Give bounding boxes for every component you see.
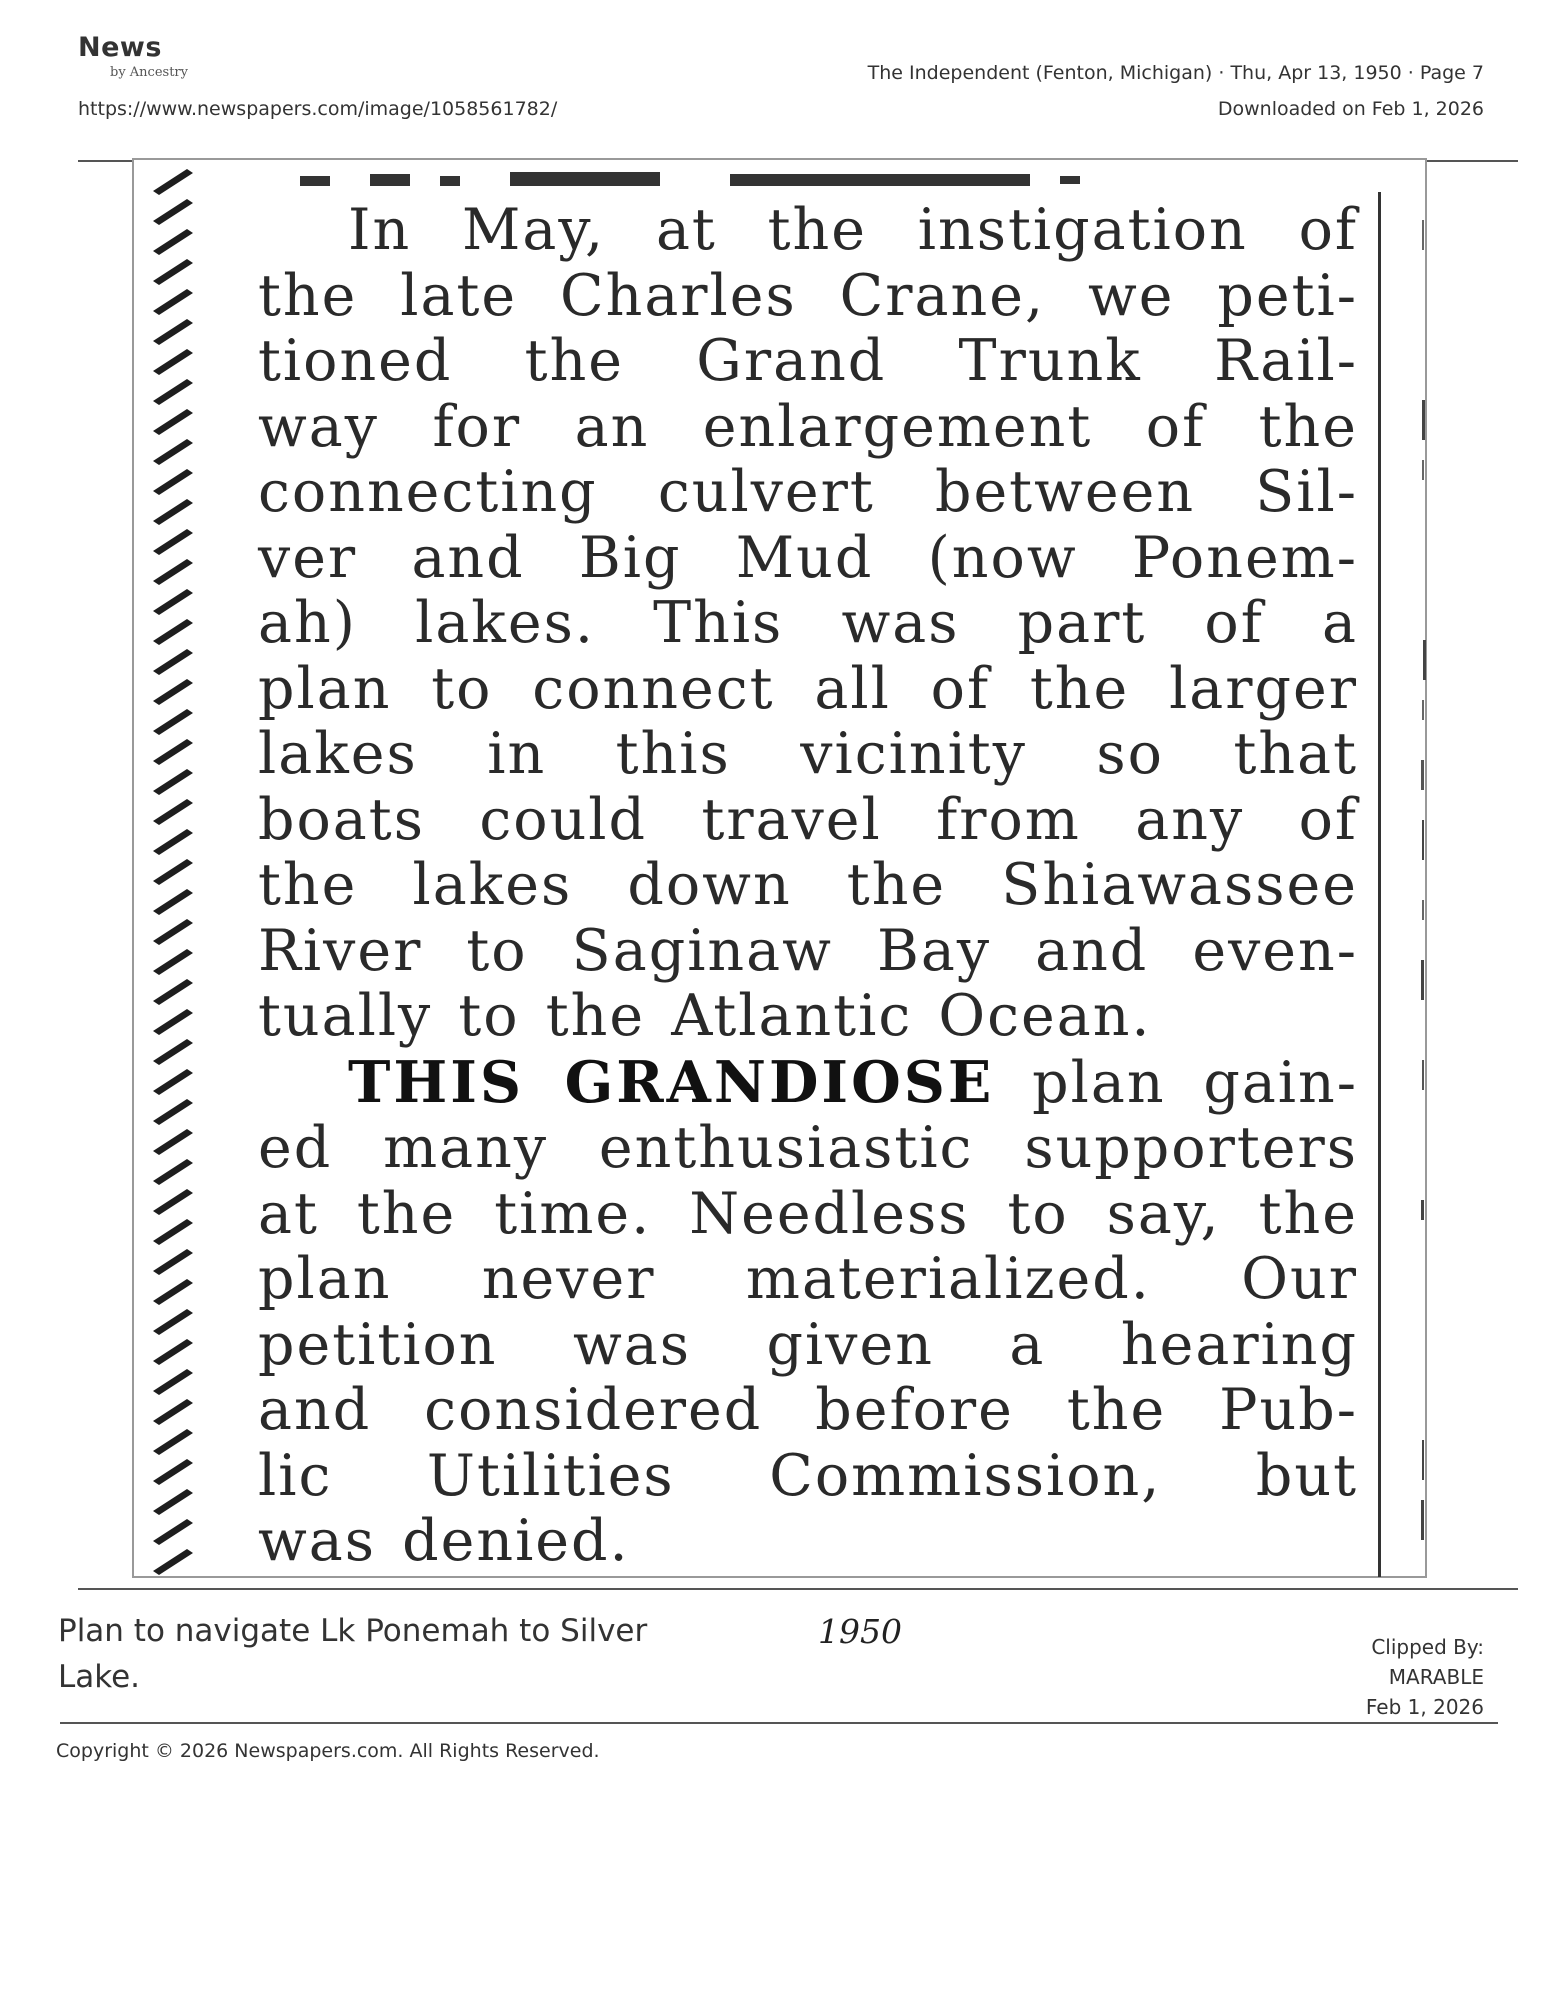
handwritten-year: 1950 <box>818 1612 902 1651</box>
article-line: connecting culvert between Sil- <box>258 459 1358 525</box>
article-line: the lakes down the Shiawassee <box>258 852 1358 918</box>
logo-main: News <box>78 32 162 63</box>
footer-divider <box>60 1722 1498 1724</box>
clipped-by-block <box>1366 1632 1484 1722</box>
clipped-date: Feb 1, 2026 <box>1365 1695 1484 1719</box>
page-edge-marks <box>1418 200 1432 1570</box>
article-line: In May, at the instigation of <box>348 197 1358 263</box>
separator-dot: · <box>1407 62 1420 84</box>
article-line: at the time. Needless to say, the <box>258 1180 1358 1247</box>
article-line: the late Charles Crane, we peti- <box>258 262 1358 329</box>
article-line: petition was given a hearing <box>258 1311 1358 1378</box>
paragraph-lead-line <box>258 1050 1358 1117</box>
publication-date: Thu, Apr 13, 1950 <box>1230 62 1402 84</box>
article-line: and considered before the Pub- <box>258 1377 1358 1443</box>
publication-name: The Independent (Fenton, Michigan) <box>867 62 1213 84</box>
article-line: way for an enlargement of the <box>258 393 1358 460</box>
copyright-notice: Copyright © 2026 Newspapers.com. All Rights Reserved. <box>56 1740 600 1762</box>
newspapers-logo <box>78 32 188 80</box>
logo-sub: by Ancestry <box>110 65 188 80</box>
article-line: ed many enthusiastic supporters <box>258 1115 1358 1181</box>
article-text <box>258 198 1358 1575</box>
rope-border-icon <box>147 165 199 1575</box>
clipping-caption: Plan to navigate Lk Ponemah to Silver Lake. <box>58 1613 648 1695</box>
lead-caps: THIS GRANDIOSE <box>348 1048 995 1116</box>
clipped-by-user[interactable]: MARABLE <box>1388 1665 1484 1689</box>
page-number: Page 7 <box>1419 62 1484 84</box>
downloaded-date: Downloaded on Feb 1, 2026 <box>1217 98 1484 120</box>
image-url[interactable]: https://www.newspapers.com/image/1058561782/ <box>78 98 558 120</box>
article-line: ah) lakes. This was part of a <box>258 590 1358 656</box>
article-line: ver and Big Mud (now Ponem- <box>258 524 1358 591</box>
lead-rest: plan gain- <box>1032 1049 1359 1116</box>
torn-text-fragment <box>300 162 1120 190</box>
caption-divider-top <box>78 1588 1518 1590</box>
article-line: lic Utilities Commission, but <box>258 1442 1358 1509</box>
article-line: tioned the Grand Trunk Rail- <box>258 328 1358 394</box>
clipped-by-label: Clipped By: <box>1371 1635 1484 1659</box>
article-line: tually to the Atlantic Ocean. <box>258 983 1152 1049</box>
article-line: plan to connect all of the larger <box>258 655 1358 722</box>
article-line: lakes in this vicinity so that <box>258 721 1358 787</box>
publication-info <box>868 62 1484 84</box>
separator-dot: · <box>1218 62 1231 84</box>
article-line: River to Saginaw Bay and even- <box>258 917 1358 984</box>
article-line: was denied. <box>258 1508 630 1574</box>
article-line: plan never materialized. Our <box>258 1246 1358 1312</box>
article-line: boats could travel from any of <box>258 786 1358 853</box>
column-rule <box>1378 192 1381 1577</box>
